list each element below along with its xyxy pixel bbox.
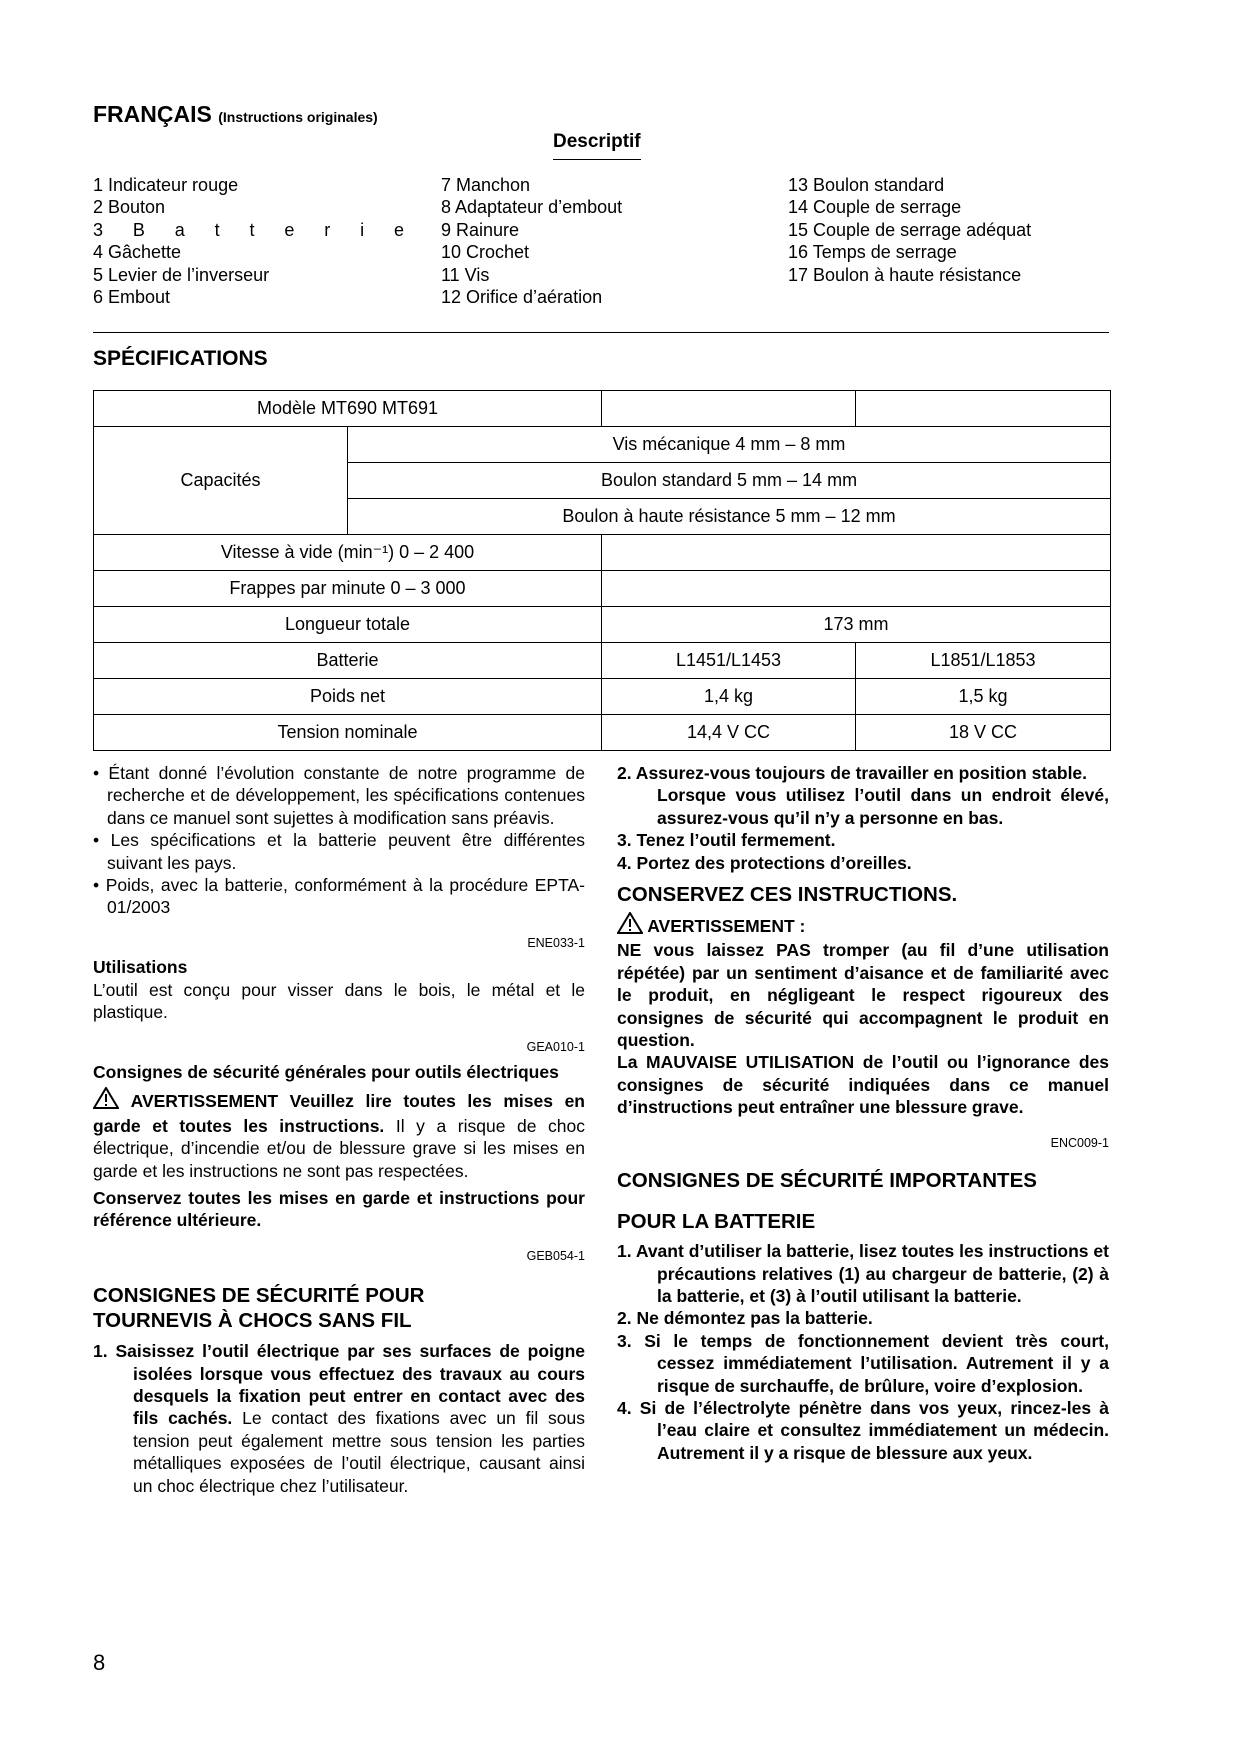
part-item: 13 Boulon standard xyxy=(788,175,945,195)
ref-code: ENC009-1 xyxy=(1050,1135,1109,1150)
boulon-standard-cell: Boulon standard 5 mm – 14 mm xyxy=(348,463,1111,499)
part-item-batterie: 3 B a t t e r i e xyxy=(93,219,404,240)
specifications-table xyxy=(93,390,1111,751)
parts-column-1 xyxy=(93,174,404,308)
part-item: 1 Indicateur rouge xyxy=(93,175,239,195)
batterie-mt691-cell: L1851/L1853 xyxy=(856,643,1111,679)
model-label-cell: Modèle MT690 MT691 xyxy=(94,391,602,427)
part-item: 2 Bouton xyxy=(93,197,166,218)
boulon-haute-cell: Boulon à haute résistance 5 mm – 12 mm xyxy=(348,499,1111,535)
longueur-label-cell: Longueur totale xyxy=(94,607,602,643)
table-row xyxy=(94,607,1111,643)
right-column xyxy=(617,762,1109,1464)
section-divider xyxy=(93,332,1109,333)
conservez-paragraph: Conservez toutes les mises en garde et instructions pour référence ultérieure. xyxy=(93,1187,585,1231)
part-item: 7 Manchon xyxy=(441,175,531,195)
frappes-value-cell xyxy=(602,571,1111,607)
longueur-value-cell: 173 mm xyxy=(602,607,1111,643)
table-row xyxy=(94,715,1111,751)
avertissement-bold: AVERTISSEMENT Veuillez lire toutes les mises en garde et toutes les instructions. xyxy=(93,1091,585,1136)
table-row xyxy=(94,571,1111,607)
parts-column-2 xyxy=(441,174,622,308)
vitesse-value-cell xyxy=(602,535,1111,571)
batterie-title-line1: CONSIGNES DE SÉCURITÉ IMPORTANTES xyxy=(617,1169,1037,1193)
part-item: 8 Adaptateur d’embout xyxy=(441,197,623,218)
left-column xyxy=(93,762,585,1497)
ref-code: GEA010-1 xyxy=(526,1040,585,1055)
poids-mt690-cell: 1,4 kg xyxy=(602,679,856,715)
warning-triangle-icon xyxy=(93,1087,119,1114)
page-number: 8 xyxy=(93,1650,106,1675)
table-row xyxy=(94,643,1111,679)
tension-label-cell: Tension nominale xyxy=(94,715,602,751)
part-item: 11 Vis xyxy=(441,264,490,285)
table-row xyxy=(94,427,1111,463)
language-label: FRANÇAIS xyxy=(93,101,212,127)
battery-item-4: 4. Si de l’électrolyte pénètre dans vos yeux, rincez-les à l’eau claire et consultez immédiatement un médecin. Autrement il y a risque de blessure aux yeux. xyxy=(617,1397,1109,1463)
conservez-instructions-title: CONSERVEZ CES INSTRUCTIONS. xyxy=(617,883,958,907)
warning-triangle-icon xyxy=(617,912,643,939)
model-mt691-cell xyxy=(856,391,1111,427)
utilisations-title: Utilisations xyxy=(93,957,188,978)
safety-item-3: 3. Tenez l’outil fermement. xyxy=(617,830,836,851)
tournevis-title-line2: TOURNEVIS À CHOCS SANS FIL xyxy=(93,1309,412,1333)
utilisations-text: L’outil est conçu pour visser dans le bois, le métal et le plastique. xyxy=(93,979,585,1023)
tournevis-title-line1: CONSIGNES DE SÉCURITÉ POUR xyxy=(93,1284,425,1308)
batterie-label-cell: Batterie xyxy=(94,643,602,679)
table-row xyxy=(94,391,1111,427)
tension-mt690-cell: 14,4 V CC xyxy=(602,715,856,751)
model-mt690-cell xyxy=(602,391,856,427)
avertissement-label: AVERTISSEMENT : xyxy=(617,912,1109,939)
tournevis-item-1: 1. Saisissez l’outil électrique par ses surfaces de poigne isolées lorsque vous effectuez des travaux au cours desquels la fixation peut entrer en contact avec des fils cachés. Le contact des fixations avec un fil sous tension peut également mettre sous tension les parties métalliques exposées de l’outil électrique, causant ainsi un choc électrique chez l’utilisateur. xyxy=(93,1341,585,1496)
battery-item-3: 3. Si le temps de fonctionnement devient très court, cessez immédiatement l’utilisation. Autrement il y a risque de surchauffe, de brûlure, voire d’explosion. xyxy=(617,1330,1109,1396)
poids-label-cell: Poids net xyxy=(94,679,602,715)
battery-item-1: 1. Avant d’utiliser la batterie, lisez toutes les instructions et précautions relatives (1) au chargeur de batterie, (2) à la batterie, et (3) à l’outil utilisant la batterie. xyxy=(617,1241,1109,1306)
frappes-cell: Frappes par minute 0 – 3 000 xyxy=(94,571,602,607)
part-item: 9 Rainure xyxy=(441,219,520,240)
vitesse-cell: Vitesse à vide (min⁻¹) 0 – 2 400 xyxy=(94,535,602,571)
part-item: 10 Crochet xyxy=(441,242,530,263)
batterie-title-line2: POUR LA BATTERIE xyxy=(617,1210,816,1234)
part-item: 17 Boulon à haute résistance xyxy=(788,264,1022,285)
avertissement-paragraph xyxy=(93,1087,585,1182)
ref-code: GEB054-1 xyxy=(526,1248,585,1263)
table-row xyxy=(94,679,1111,715)
document-language-heading xyxy=(93,101,378,128)
avertissement-paragraph-2: La MAUVAISE UTILISATION de l’outil ou l’ignorance des consignes de sécurité indiquées dans ce manuel d’instructions peut entraîner une blessure grave. xyxy=(617,1052,1109,1118)
spec-note-1: • Étant donné l’évolution constante de notre programme de recherche et de développement, les spécifications contenues dans ce manuel sont sujettes à modification sans préavis. xyxy=(93,763,585,828)
ref-code: ENE033-1 xyxy=(527,935,585,950)
language-note: (Instructions originales) xyxy=(218,109,378,125)
avertissement-text: Il y a risque de choc électrique, d’incendie et/ou de blessure grave si les mises en garde et les instructions ne sont pas respectées. xyxy=(93,1115,586,1181)
part-item: 15 Couple de serrage adéquat xyxy=(788,219,1032,240)
batterie-mt690-cell: L1451/L1453 xyxy=(602,643,856,679)
safety-item-2: 2. Assurez-vous toujours de travailler en position stable. Lorsque vous utilisez l’outil dans un endroit élevé, assurez-vous qu’il n’y a personne en bas. xyxy=(617,763,1109,828)
part-item: 14 Couple de serrage xyxy=(788,197,962,218)
specifications-title: SPÉCIFICATIONS xyxy=(93,347,268,370)
battery-item-2: 2. Ne démontez pas la batterie. xyxy=(617,1308,873,1329)
parts-column-3 xyxy=(788,174,1031,286)
part-item: 4 Gâchette xyxy=(93,242,182,263)
part-item: 16 Temps de serrage xyxy=(788,242,957,263)
capacites-label-cell: Capacités xyxy=(94,427,348,535)
table-row xyxy=(94,535,1111,571)
poids-mt691-cell: 1,5 kg xyxy=(856,679,1111,715)
avertissement-paragraph-1: NE vous laissez PAS tromper (au fil d’une utilisation répétée) par un sentiment d’aisance et de familiarité avec le produit, en négligeant le respect rigoureux des consignes de sécurité qui accompagnent le produit en question. xyxy=(617,940,1109,1051)
vis-mecanique-cell: Vis mécanique 4 mm – 8 mm xyxy=(348,427,1111,463)
part-item: 6 Embout xyxy=(93,287,171,308)
part-item: 12 Orifice d’aération xyxy=(441,287,603,308)
spec-note-2: • Les spécifications et la batterie peuvent être différentes suivant les pays. xyxy=(93,830,585,873)
part-item: 5 Levier de l’inverseur xyxy=(93,264,270,285)
consignes-generales-title: Consignes de sécurité générales pour outils électriques xyxy=(93,1061,559,1082)
safety-item-4: 4. Portez des protections d’oreilles. xyxy=(617,852,912,873)
section-title-descriptif: Descriptif xyxy=(553,131,641,160)
tension-mt691-cell: 18 V CC xyxy=(856,715,1111,751)
spec-note-3: • Poids, avec la batterie, conformément à la procédure EPTA-01/2003 xyxy=(93,875,585,918)
